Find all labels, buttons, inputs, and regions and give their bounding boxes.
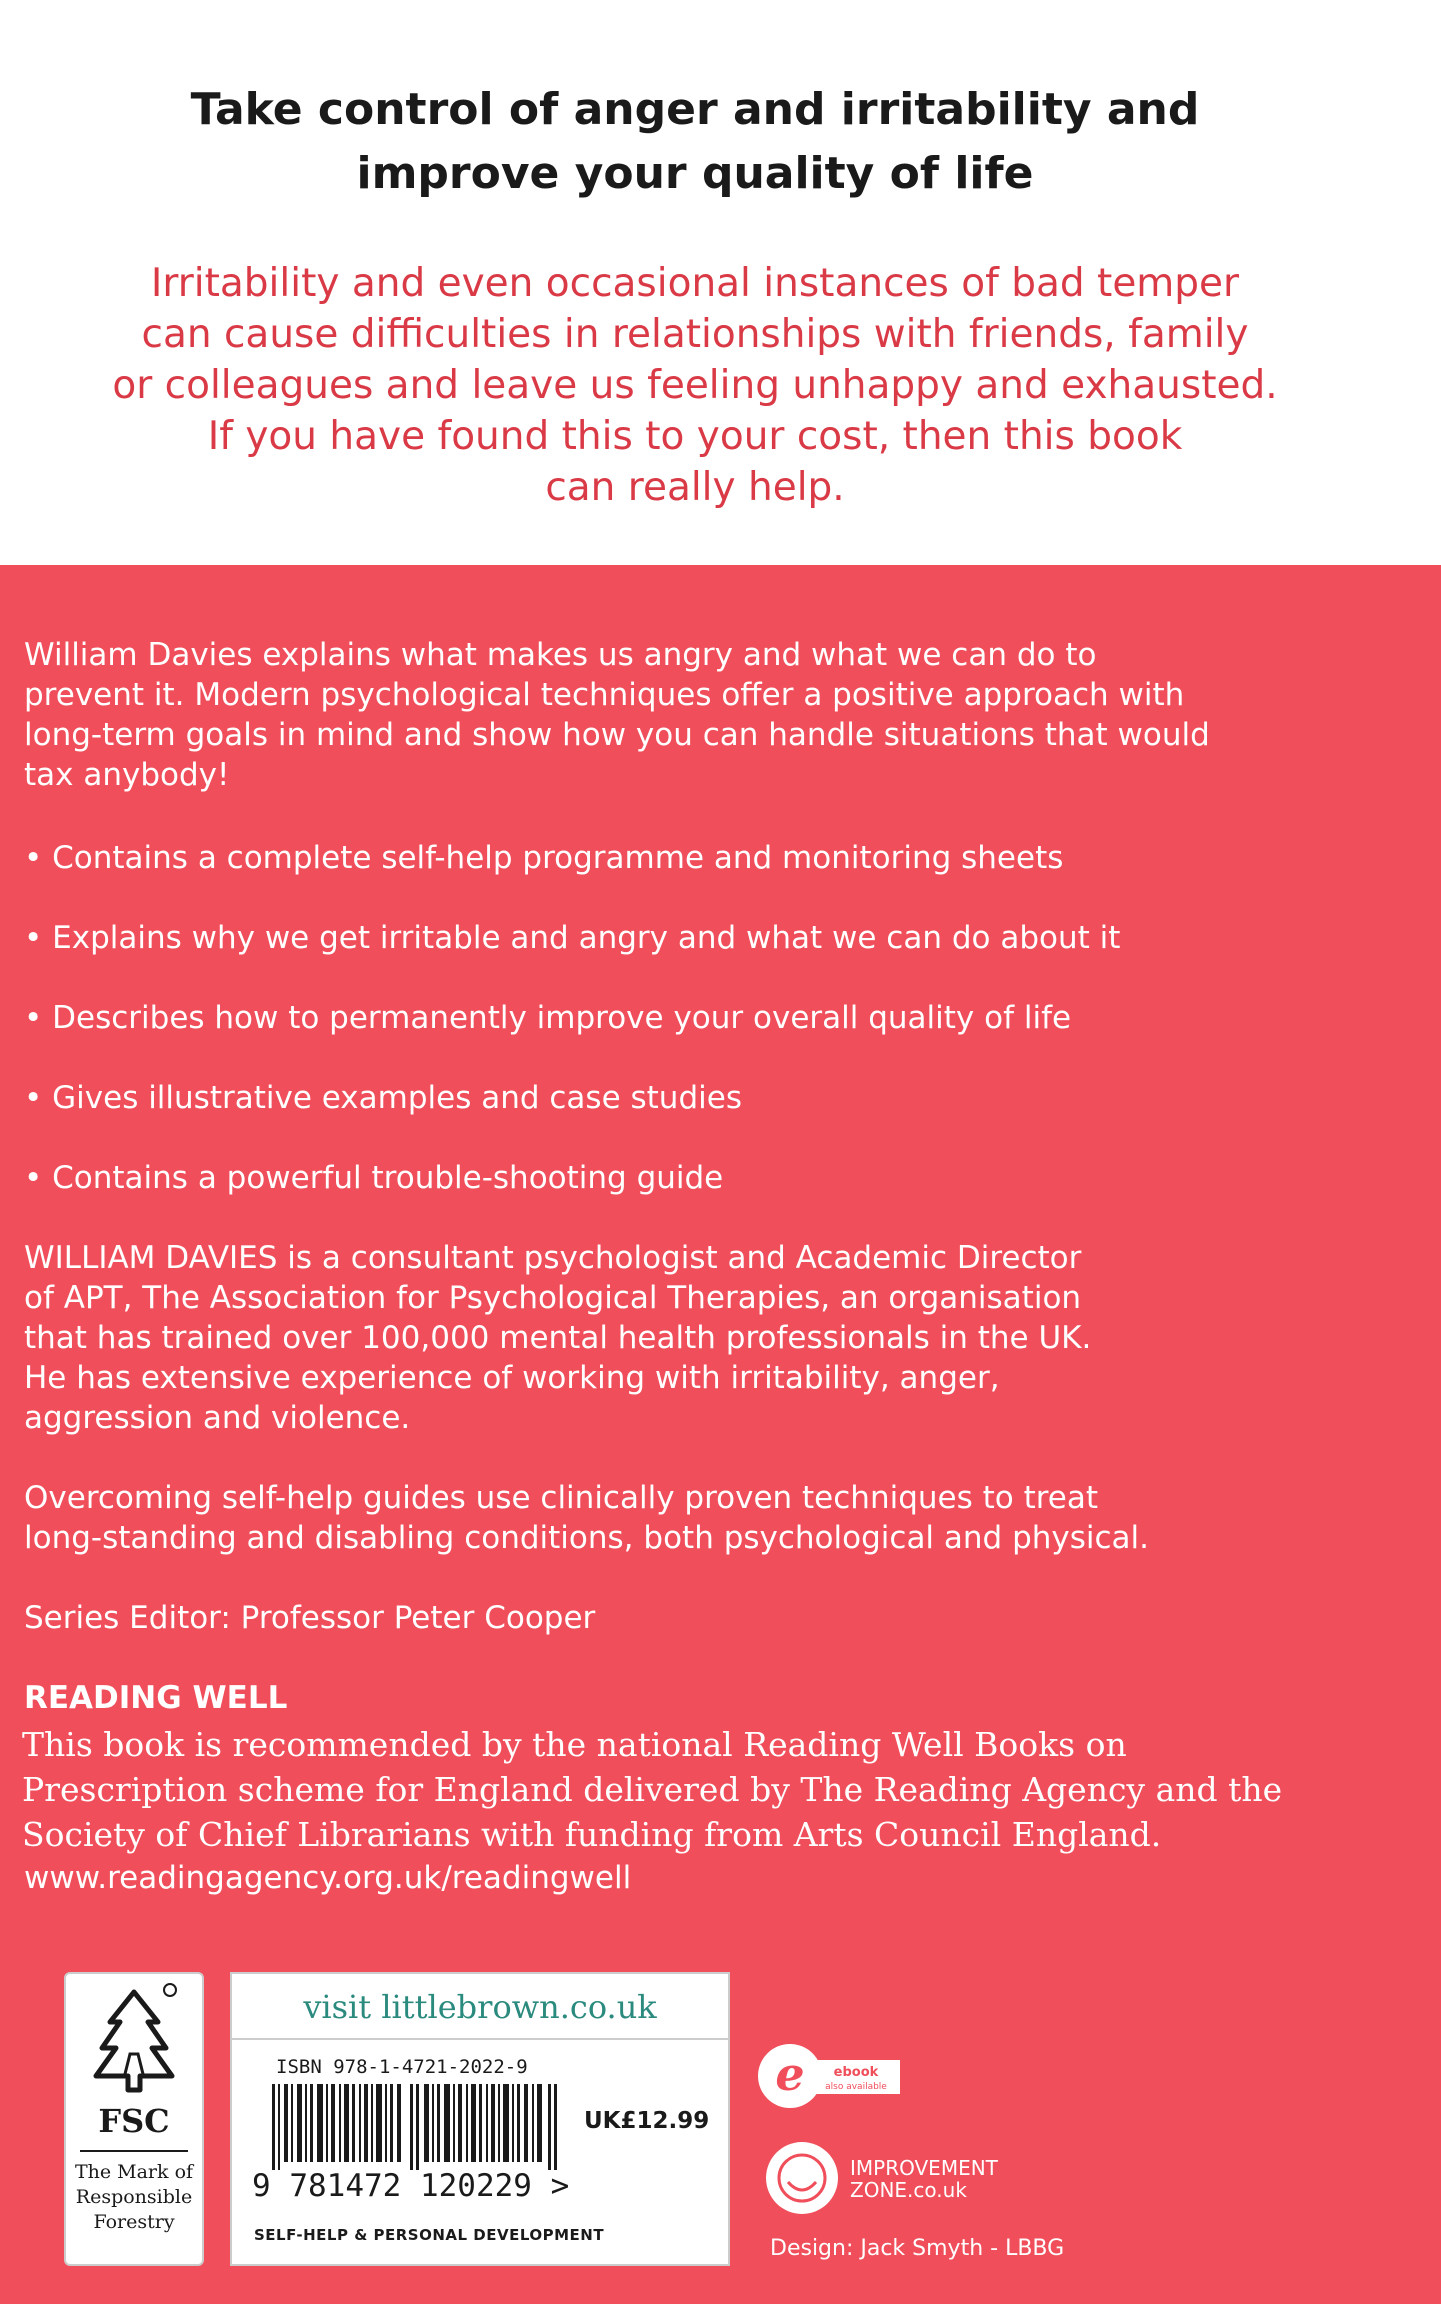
panel-divider [232, 2038, 728, 2040]
series-editor: Series Editor: Professor Peter Cooper [24, 1600, 596, 1636]
fsc-tagline-line: Forestry [93, 2211, 175, 2233]
fsc-tagline-line: The Mark of [74, 2161, 194, 2183]
category-label: SELF-HELP & PERSONAL DEVELOPMENT [254, 2226, 605, 2244]
fsc-tagline-line: Responsible [75, 2186, 193, 2208]
intro-line: or colleagues and leave us feeling unhappy and exhausted. [112, 363, 1278, 408]
fsc-logo [64, 1972, 204, 2266]
reading-well-text [22, 1722, 1362, 1857]
description-line: long-term goals in mind and show how you can handle situations that would [24, 717, 1210, 753]
design-credit: Design: Jack Smyth - LBBG [770, 2236, 1065, 2261]
author-bio-line: He has extensive experience of working with irritability, anger, [24, 1360, 1000, 1396]
bullet-item: • Describes how to permanently improve your overall quality of life [24, 1000, 1072, 1036]
author-bio-line: WILLIAM DAVIES is a consultant psychologist and Academic Director [24, 1240, 1082, 1276]
author-bio [24, 1238, 1354, 1438]
intro-text [0, 258, 1390, 513]
barcode-bars-icon [272, 2084, 572, 2170]
ebook-sub: also available [825, 2082, 887, 2092]
reading-well-line: Prescription scheme for England delivered by The Reading Agency and the [22, 1770, 1283, 1809]
barcode-digits: 9 781472 120229 > [252, 2168, 570, 2204]
isbn-text: ISBN 978-1-4721-2022-9 [276, 2056, 528, 2078]
reading-well-title: READING WELL [24, 1680, 288, 1716]
reading-well-line: This book is recommended by the national Reading Well Books on [22, 1725, 1127, 1764]
fsc-tree-icon [66, 1974, 202, 2100]
ebook-icon [754, 2038, 904, 2114]
improvement-zone-text [850, 2157, 998, 2201]
series-line: long-standing and disabling conditions, both psychological and physical. [24, 1520, 1150, 1556]
publisher-link[interactable]: visit littlebrown.co.uk [303, 1988, 657, 2026]
intro-line: can really help. [545, 465, 845, 510]
author-bio-line: that has trained over 100,000 mental health professionals in the UK. [24, 1320, 1092, 1356]
author-bio-line: of APT, The Association for Psychological Therapies, an organisation [24, 1280, 1082, 1316]
series-line: Overcoming self-help guides use clinically proven techniques to treat [24, 1480, 1099, 1516]
bullet-item: • Gives illustrative examples and case studies [24, 1080, 742, 1116]
fsc-divider [80, 2150, 188, 2152]
description [24, 635, 1354, 795]
bullet-item: • Explains why we get irritable and angry and what we can do about it [24, 920, 1121, 956]
bullet-item: • Contains a complete self-help programme and monitoring sheets [24, 840, 1064, 876]
top-section [0, 0, 1441, 565]
description-line: William Davies explains what makes us angry and what we can do to [24, 637, 1097, 673]
bullet-item: • Contains a powerful trouble-shooting guide [24, 1160, 724, 1196]
fsc-tagline [66, 2160, 202, 2235]
ebook-label: ebook [833, 2065, 879, 2080]
fsc-label: FSC [98, 2102, 170, 2140]
improvement-zone-icon [762, 2138, 842, 2218]
intro-line: Irritability and even occasional instances of bad temper [150, 261, 1240, 306]
price-label: UK£12.99 [584, 2108, 710, 2134]
improvement-zone-line: IMPROVEMENT [850, 2156, 998, 2180]
intro-line: can cause difficulties in relationships with friends, family [141, 312, 1249, 357]
headline-line: Take control of anger and irritability and [190, 84, 1200, 135]
reading-well-line: Society of Chief Librarians with funding from Arts Council England. [22, 1815, 1162, 1854]
description-line: tax anybody! [24, 757, 230, 793]
description-line: prevent it. Modern psychological techniques offer a positive approach with [24, 677, 1185, 713]
series-description [24, 1478, 1354, 1558]
svg-text:e: e [775, 2047, 805, 2101]
improvement-zone-line: ZONE.co.uk [850, 2178, 967, 2202]
headline [0, 78, 1390, 206]
author-bio-line: aggression and violence. [24, 1400, 411, 1436]
barcode-panel [230, 1972, 730, 2266]
headline-line: improve your quality of life [356, 148, 1034, 199]
reading-well-link[interactable]: www.readingagency.org.uk/readingwell [24, 1860, 632, 1896]
intro-line: If you have found this to your cost, then this book [207, 414, 1183, 459]
